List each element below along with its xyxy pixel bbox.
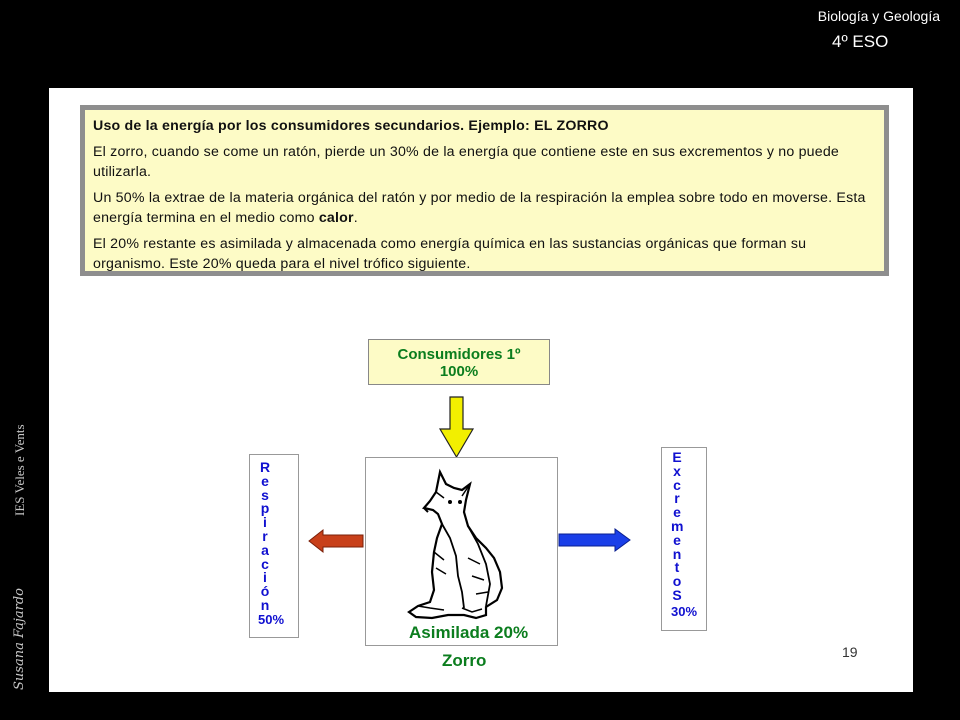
source-percent: 100% (439, 363, 479, 380)
textbox-paragraph-2 (93, 188, 876, 228)
textbox-p2-bold: calor (318, 210, 354, 226)
respiration-letter: ó (260, 583, 270, 600)
page-number: 19 (842, 644, 858, 660)
excrement-letter: o (672, 573, 682, 590)
respiration-letter: R (260, 459, 271, 475)
sidebar-author: Susana Fajardo (12, 588, 27, 690)
source-label: Consumidores 1º (397, 346, 521, 363)
textbox-title: Uso de la energía por los consumidores secundarios. Ejemplo: EL ZORRO (93, 118, 609, 134)
excrement-letter: x (673, 462, 681, 479)
textbox-p2-text: Un 50% la extrae de la materia orgánica del ratón y por medio de la respiración la emplea sobre todo en moverse. Esta energía termina en el medio como (93, 190, 866, 226)
slide (49, 88, 913, 692)
excrement-letter: m (671, 517, 684, 534)
explanation-textbox (80, 105, 889, 276)
assimilated-label: Asimilada 20% (409, 623, 529, 642)
respiration-letter: c (261, 555, 269, 572)
excrement-letter: n (672, 545, 682, 562)
sidebar-school: IES Veles e Vents (12, 424, 27, 516)
textbox-p2-end: . (353, 210, 358, 226)
respiration-letter: i (263, 569, 267, 586)
textbox-paragraph-3: El 20% restante es asimilada y almacenada como energía química en las sustancias orgánicas que forman su organismo. Este 20% queda para el nivel trófico siguiente. (93, 236, 807, 272)
respiration-letter: s (261, 486, 269, 503)
respiration-letter: p (260, 500, 270, 517)
header-course: 4º ESO (832, 32, 889, 51)
excrement-letter: S (672, 586, 682, 603)
respiration-letter: a (261, 541, 269, 558)
excrement-letter: c (673, 476, 681, 493)
textbox-paragraph-1: El zorro, cuando se come un ratón, pierde un 30% de la energía que contiene este en sus excrementos y no puede utilizarla. (93, 144, 840, 180)
excrement-letter: e (673, 531, 681, 548)
excrement-letters (671, 451, 683, 603)
fox-label: Zorro (442, 651, 487, 670)
excrement-letter: t (674, 559, 680, 576)
respiration-letter: e (261, 472, 269, 489)
source-box (368, 339, 550, 385)
respiration-letters (260, 461, 270, 613)
respiration-letter: n (260, 596, 270, 613)
excrement-letter: e (673, 504, 681, 521)
fox-icon (406, 468, 526, 628)
respiration-box (249, 454, 299, 638)
right-arrow-icon (559, 529, 631, 551)
header-subject: Biología y Geología (817, 8, 940, 24)
excrement-letter: r (674, 490, 680, 507)
excrement-box (661, 447, 707, 631)
fox-box (365, 457, 558, 646)
respiration-letter: r (262, 527, 268, 544)
down-arrow-icon (439, 397, 479, 459)
respiration-letter: i (263, 514, 267, 531)
left-arrow-icon (309, 530, 365, 552)
excrement-percent: 30% (671, 604, 698, 619)
respiration-percent: 50% (258, 612, 285, 627)
excrement-letter: E (672, 449, 682, 465)
